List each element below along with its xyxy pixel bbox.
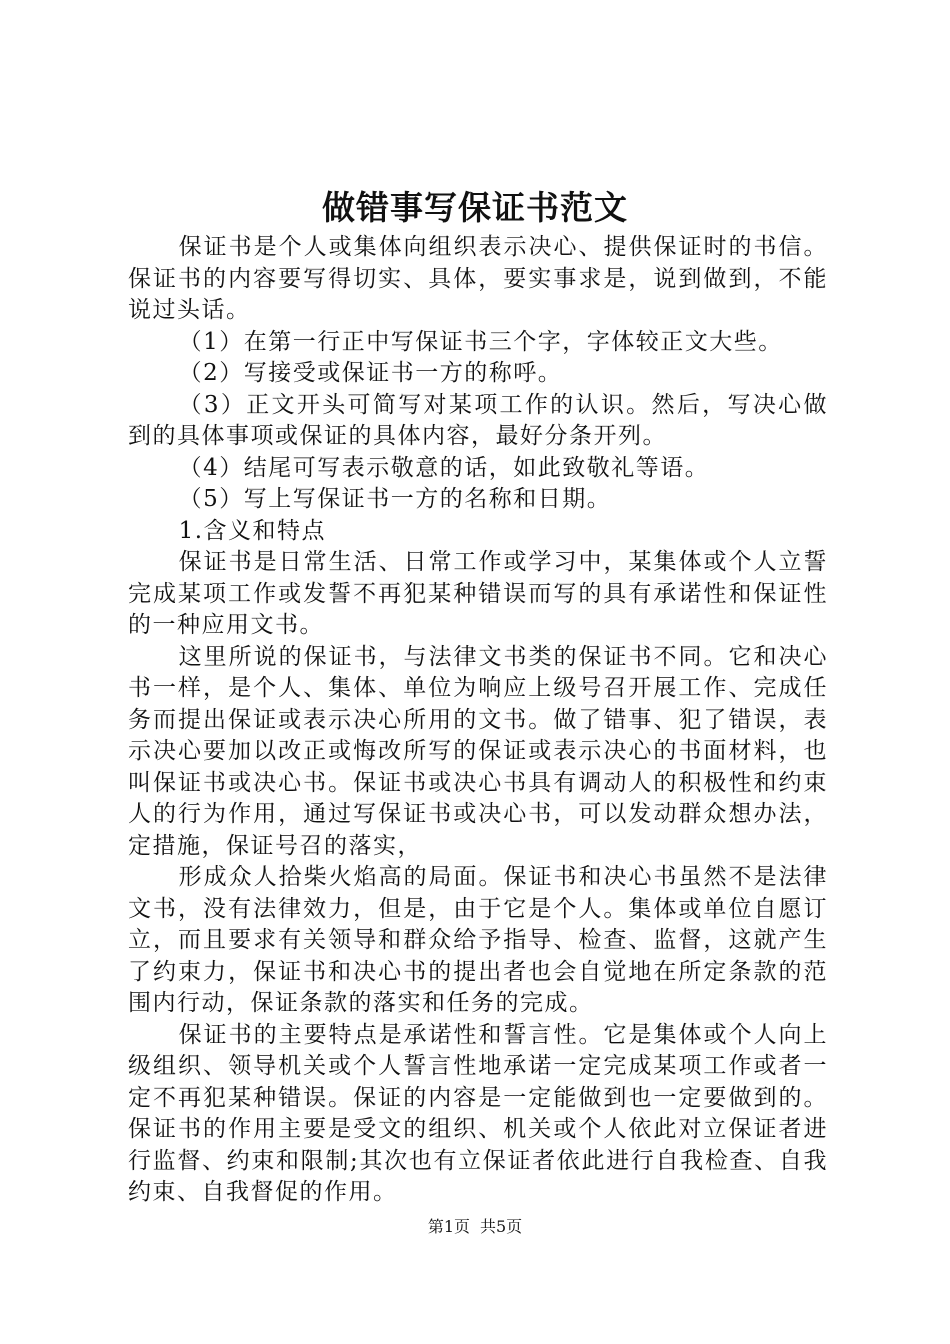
paragraph: （2）写接受或保证书一方的称呼。 <box>178 360 563 386</box>
paragraph: 保证书的主要特点是承诺性和誓言性。它是集体或个人向上级组织、领导机关或个人誓言性地承诺一定完成某项工作或者一定不再犯某种错误。保证的内容是一定能做到也一定要做到的。保证书的作用主要是受文的组织、机关或个人依此对立保证者进行监督、约束和限制;其次也有立保证者依此进行自我检查、自我约束、自我督促的作用。 <box>128 1021 828 1205</box>
paragraph: 这里所说的保证书，与法律文书类的保证书不同。它和决心书一样，是个人、集体、单位为响应上级号召开展工作、完成任务而提出保证或表示决心所用的文书。做了错事、犯了错误，表示决心要加以改正或悔改所写的保证或表示决心的书面材料，也叫保证书或决心书。保证书或决心书具有调动人的积极性和约束人的行为作用，通过写保证书或决心书，可以发动群众想办法，定措施，保证号召的落实， <box>128 643 828 859</box>
page-total: 共5页 <box>480 1217 523 1236</box>
section-heading: 1.含义和特点 <box>178 517 327 544</box>
paragraph: 形成众人拾柴火焰高的局面。保证书和决心书虽然不是法律文书，没有法律效力，但是，由于它是个人。集体或单位自愿订立，而且要求有关领导和群众给予指导、检查、监督，这就产生了约束力，保证书和决心书的提出者也会自觉地在所定条款的范围内行动，保证条款的落实和任务的完成。 <box>128 864 828 1016</box>
paragraph: 保证书是个人或集体向组织表示决心、提供保证时的书信。保证书的内容要写得切实、具体，要实事求是，说到做到，不能说过头话。 <box>128 234 828 323</box>
document-body <box>128 232 828 1209</box>
page-number: 第1页 <box>427 1217 470 1236</box>
paragraph: （3）正文开头可简写对某项工作的认识。然后，写决心做到的具体事项或保证的具体内容，最好分条开列。 <box>128 391 828 449</box>
paragraph: （5）写上写保证书一方的名称和日期。 <box>178 486 612 512</box>
paragraph: （4）结尾可写表示敬意的话，如此致敬礼等语。 <box>178 454 710 481</box>
document-title: 做错事写保证书范文 <box>322 188 628 227</box>
paragraph: （1）在第一行正中写保证书三个字，字体较正文大些。 <box>178 328 783 355</box>
paragraph: 保证书是日常生活、日常工作或学习中，某集体或个人立誓完成某项工作或发誓不再犯某种错误而写的具有承诺性和保证性的一种应用文书。 <box>128 549 828 638</box>
page-footer <box>0 1215 950 1239</box>
